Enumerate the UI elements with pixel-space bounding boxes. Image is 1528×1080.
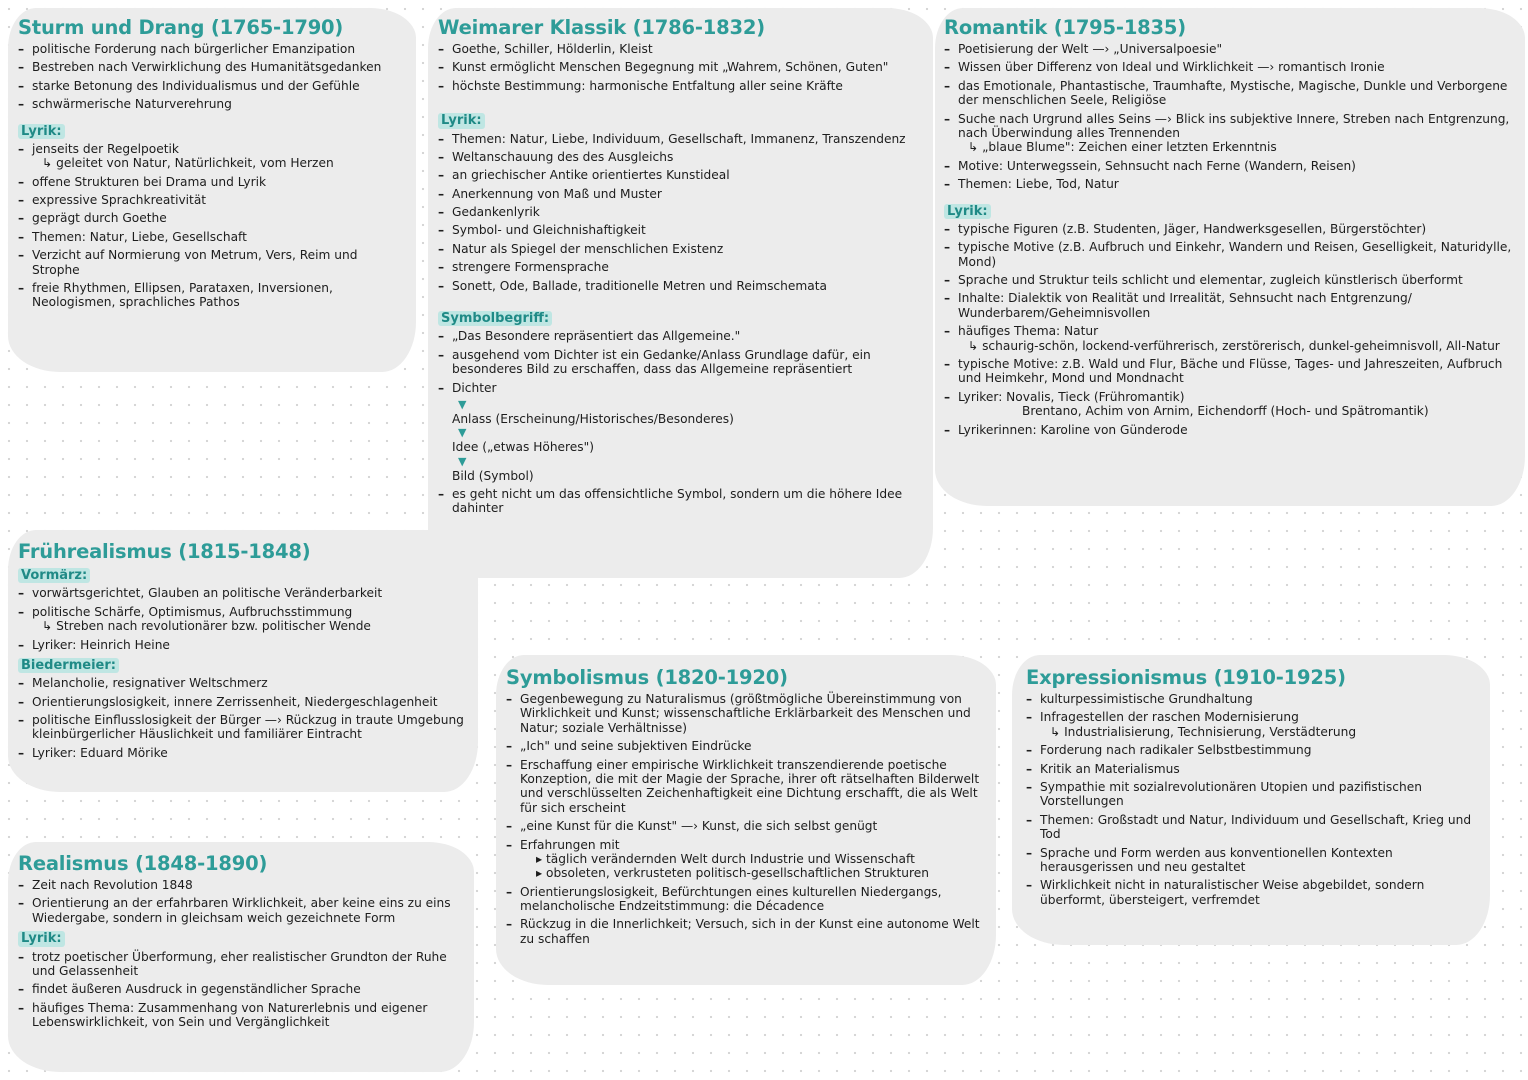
list-item: – strengere Formensprache	[438, 260, 928, 274]
realismus-title: Realismus (1848-1890)	[18, 852, 268, 875]
sturm-lyrik-list	[18, 142, 408, 310]
vormaerz-list	[18, 586, 470, 652]
sub-line: Brentano, Achim von Arnim, Eichendorff (Hoch- und Spätromantik)	[1022, 404, 1429, 419]
list-item: – Zeit nach Revolution 1848	[18, 878, 468, 892]
list-item: – freie Rhythmen, Ellipsen, Parataxen, Inversionen, Neologismen, sprachliches Pathos	[18, 281, 408, 310]
list-item: – Sprache und Struktur teils schlicht und elementar, zugleich künstlerisch überformt	[944, 273, 1516, 287]
list-item: – Lyriker: Eduard Mörike	[18, 746, 470, 760]
romantik-lyrik-list	[944, 222, 1516, 437]
list-item: – Symbol- und Gleichnishaftigkeit	[438, 223, 928, 237]
chain-step: Idee („etwas Höheres")	[452, 440, 595, 455]
list-item: – expressive Sprachkreativität	[18, 193, 408, 207]
list-item: – jenseits der Regelpoetik ↳ geleitet von Natur, Natürlichkeit, vom Herzen	[18, 142, 408, 171]
chain-step: Bild (Symbol)	[452, 468, 534, 483]
list-item: – Lyriker: Heinrich Heine	[18, 638, 470, 652]
lyrik-label: Lyrik:	[18, 124, 65, 139]
list-item: – Inhalte: Dialektik von Realität und Irrealität, Sehnsucht nach Entgrenzung/ Wunderbarem/Geheimnisvollen	[944, 291, 1516, 320]
realismus-lyrik-list	[18, 950, 468, 1030]
symbolismus-card	[506, 666, 988, 950]
list-item: – vorwärtsgerichtet, Glauben an politische Veränderbarkeit	[18, 586, 470, 600]
list-item: – Kritik an Materialismus	[1026, 762, 1482, 776]
list-item: – Natur als Spiegel der menschlichen Existenz	[438, 242, 928, 256]
expressionismus-title: Expressionismus (1910-1925)	[1026, 666, 1346, 689]
list-item: – Wirklichkeit nicht in naturalistischer Weise abgebildet, sondern überformt, übersteigert, verfremdet	[1026, 878, 1482, 907]
symbolismus-title: Symbolismus (1820-1920)	[506, 666, 788, 689]
list-item: – Poetisierung der Welt —› „Universalpoesie"	[944, 42, 1516, 56]
sub-line: ↳ „blaue Blume": Zeichen einer letzten Erkenntnis	[968, 140, 1277, 155]
list-item: – findet äußeren Ausdruck in gegenständlicher Sprache	[18, 982, 468, 996]
arrow-down-icon: ▼	[458, 397, 467, 411]
list-item: – Lyrikerinnen: Karoline von Günderode	[944, 423, 1516, 437]
list-item: – Goethe, Schiller, Hölderlin, Kleist	[438, 42, 928, 56]
list-item: – trotz poetischer Überformung, eher realistischer Grundton der Ruhe und Gelassenheit	[18, 950, 468, 979]
list-item: – Melancholie, resignativer Weltschmerz	[18, 676, 470, 690]
arrow-down-icon: ▼	[458, 454, 467, 468]
klassik-symbol-list	[438, 329, 928, 395]
list-item: – Kunst ermöglicht Menschen Begegnung mit „Wahrem, Schönen, Guten"	[438, 60, 928, 74]
list-item: – Lyriker: Novalis, Tieck (Frühromantik) Brentano, Achim von Arnim, Eichendorff (Hoch- und Spätromantik)	[944, 390, 1516, 419]
sub-line: ↳ Streben nach revolutionärer bzw. politischer Wende	[42, 619, 371, 634]
list-item: – Orientierungslosigkeit, innere Zerrissenheit, Niedergeschlagenheit	[18, 695, 470, 709]
list-item: – es geht nicht um das offensichtliche Symbol, sondern um die höhere Idee dahinter	[438, 487, 928, 516]
romantik-title: Romantik (1795-1835)	[944, 16, 1186, 39]
list-item: – Gegenbewegung zu Naturalismus (größtmögliche Übereinstimmung von Wirklichkeit und Kunst; wissenschaftliche Erklärbarkeit des Menschen und Natur; soziale Verhältnisse)	[506, 692, 988, 735]
fruehrealismus-title: Frührealismus (1815-1848)	[18, 540, 311, 563]
realismus-list	[18, 878, 468, 925]
lyrik-label: Lyrik:	[944, 204, 991, 219]
sturm-list	[18, 42, 408, 112]
list-item: – Dichter	[438, 381, 928, 395]
list-item: – an griechischer Antike orientiertes Kunstideal	[438, 168, 928, 182]
list-item: – häufiges Thema: Natur ↳ schaurig-schön, lockend-verführerisch, zerstörerisch, dunkel-geheimnisvoll, All-Natur	[944, 324, 1516, 353]
sub-line: ↳ Industrialisierung, Technisierung, Verstädterung	[1050, 724, 1357, 739]
list-item: – schwärmerische Naturverehrung	[18, 97, 408, 111]
klassik-list	[438, 42, 928, 93]
list-item: – Suche nach Urgrund alles Seins —› Blick ins subjektive Innere, Streben nach Entgrenzung, nach Überwindung alles Trennenden ↳ „blaue Blume": Zeichen einer letzten Erkenntnis	[944, 112, 1516, 155]
list-item: – häufiges Thema: Zusammenhang von Naturerlebnis und eigener Lebenswirklichkeit, von Sein und Vergänglichkeit	[18, 1001, 468, 1030]
chain-step: Anlass (Erscheinung/Historisches/Besonderes)	[452, 411, 734, 426]
romantik-card	[944, 16, 1516, 441]
biedermeier-label: Biedermeier:	[18, 658, 119, 673]
list-item: – Themen: Großstadt und Natur, Individuum und Gesellschaft, Krieg und Tod	[1026, 813, 1482, 842]
list-item: – „Ich" und seine subjektiven Eindrücke	[506, 739, 988, 753]
list-item: – Erschaffung einer empirische Wirklichkeit transzendierende poetische Konzeption, die mit der Magie der Sprache, ihrer oft rätselhaften Bilderwelt und verschlüsselten Zeichenhaftigkeit eine Dichtung erschafft, die als Welt für sich erscheint	[506, 758, 988, 816]
sub-line: ↳ schaurig-schön, lockend-verführerisch, zerstörerisch, dunkel-geheimnisvoll, All-Natur	[968, 338, 1500, 353]
sub-line: ↳ geleitet von Natur, Natürlichkeit, vom Herzen	[42, 156, 334, 171]
list-item: – das Emotionale, Phantastische, Traumhafte, Mystische, Magische, Dunkle und Verborgene der menschlichen Seele, Religiöse	[944, 79, 1516, 108]
expressionismus-card	[1026, 666, 1482, 911]
arrow-down-icon: ▼	[458, 426, 467, 440]
symbolismus-list	[506, 692, 988, 946]
klassik-lyrik-list	[438, 132, 928, 294]
sub-line: ▸ täglich verändernden Welt durch Industrie und Wissenschaft	[536, 851, 915, 866]
list-item: – Themen: Natur, Liebe, Gesellschaft	[18, 230, 408, 244]
klassik-card	[438, 16, 928, 520]
list-item: – typische Figuren (z.B. Studenten, Jäger, Handwerksgesellen, Bürgerstöchter)	[944, 222, 1516, 236]
sturm-card	[18, 16, 408, 314]
list-item: – geprägt durch Goethe	[18, 211, 408, 225]
symbol-chain	[452, 399, 928, 483]
expressionismus-list	[1026, 692, 1482, 907]
list-item: – Wissen über Differenz von Ideal und Wirklichkeit —› romantisch Ironie	[944, 60, 1516, 74]
list-item: – politische Forderung nach bürgerlicher Emanzipation	[18, 42, 408, 56]
list-item: – ausgehend vom Dichter ist ein Gedanke/Anlass Grundlage dafür, ein besonderes Bild zu erschaffen, dass das Allgemeine repräsentiert	[438, 348, 928, 377]
list-item: – typische Motive (z.B. Aufbruch und Einkehr, Wandern und Reisen, Geselligkeit, Naturidylle, Mond)	[944, 240, 1516, 269]
fruehrealismus-card	[18, 540, 470, 764]
realismus-card	[18, 852, 468, 1033]
list-item: – politische Einflusslosigkeit der Bürger —› Rückzug in traute Umgebung kleinbürgerlicher Häuslichkeit und familiärer Eintracht	[18, 713, 470, 742]
biedermeier-list	[18, 676, 470, 760]
symbolbegriff-label: Symbolbegriff:	[438, 311, 552, 326]
list-item: – Weltanschauung des des Ausgleichs	[438, 150, 928, 164]
list-item: – Motive: Unterwegssein, Sehnsucht nach Ferne (Wandern, Reisen)	[944, 159, 1516, 173]
list-item: – Gedankenlyrik	[438, 205, 928, 219]
list-item: – Infragestellen der raschen Modernisierung ↳ Industrialisierung, Technisierung, Verstädterung	[1026, 710, 1482, 739]
list-item: – Rückzug in die Innerlichkeit; Versuch, sich in der Kunst eine autonome Welt zu schaffen	[506, 917, 988, 946]
list-item: – Sympathie mit sozialrevolutionären Utopien und pazifistischen Vorstellungen	[1026, 780, 1482, 809]
sturm-title: Sturm und Drang (1765-1790)	[18, 16, 344, 39]
klassik-title: Weimarer Klassik (1786-1832)	[438, 16, 765, 39]
list-item: – typische Motive: z.B. Wald und Flur, Bäche und Flüsse, Tages- und Jahreszeiten, Aufbruch und Heimkehr, Mond und Mondnacht	[944, 357, 1516, 386]
list-item: – Verzicht auf Normierung von Metrum, Vers, Reim und Strophe	[18, 248, 408, 277]
list-item: – „eine Kunst für die Kunst" —› Kunst, die sich selbst genügt	[506, 819, 988, 833]
list-item: – „Das Besondere repräsentiert das Allgemeine."	[438, 329, 928, 343]
list-item: – politische Schärfe, Optimismus, Aufbruchsstimmung ↳ Streben nach revolutionärer bzw. politischer Wende	[18, 605, 470, 634]
klassik-symbol-conclusion	[438, 487, 928, 516]
list-item: – Bestreben nach Verwirklichung des Humanitätsgedanken	[18, 60, 408, 74]
list-item: – Orientierung an der erfahrbaren Wirklichkeit, aber keine eins zu eins Wiedergabe, sondern in gleichsam weich gezeichnete Form	[18, 896, 468, 925]
list-item: – Themen: Natur, Liebe, Individuum, Gesellschaft, Immanenz, Transzendenz	[438, 132, 928, 146]
list-item: – offene Strukturen bei Drama und Lyrik	[18, 175, 408, 189]
romantik-list	[944, 42, 1516, 192]
lyrik-label: Lyrik:	[18, 931, 65, 946]
list-item: – kulturpessimistische Grundhaltung	[1026, 692, 1482, 706]
list-item: – Forderung nach radikaler Selbstbestimmung	[1026, 743, 1482, 757]
vormaerz-label: Vormärz:	[18, 568, 90, 583]
list-item: – Orientierungslosigkeit, Befürchtungen eines kulturellen Niedergangs, melancholische Endzeitstimmung: die Décadence	[506, 885, 988, 914]
list-item: – Erfahrungen mit ▸ täglich verändernden Welt durch Industrie und Wissenschaft ▸ obsoleten, verkrusteten politisch-gesellschaftlichen Strukturen	[506, 838, 988, 881]
list-item: – höchste Bestimmung: harmonische Entfaltung aller seine Kräfte	[438, 79, 928, 93]
sub-line: ▸ obsoleten, verkrusteten politisch-gesellschaftlichen Strukturen	[536, 866, 929, 881]
lyrik-label: Lyrik:	[438, 113, 485, 128]
list-item: – starke Betonung des Individualismus und der Gefühle	[18, 79, 408, 93]
list-item: – Sprache und Form werden aus konventionellen Kontexten herausgerissen und neu gestaltet	[1026, 846, 1482, 875]
list-item: – Anerkennung von Maß und Muster	[438, 187, 928, 201]
list-item: – Themen: Liebe, Tod, Natur	[944, 177, 1516, 191]
list-item: – Sonett, Ode, Ballade, traditionelle Metren und Reimschemata	[438, 279, 928, 293]
